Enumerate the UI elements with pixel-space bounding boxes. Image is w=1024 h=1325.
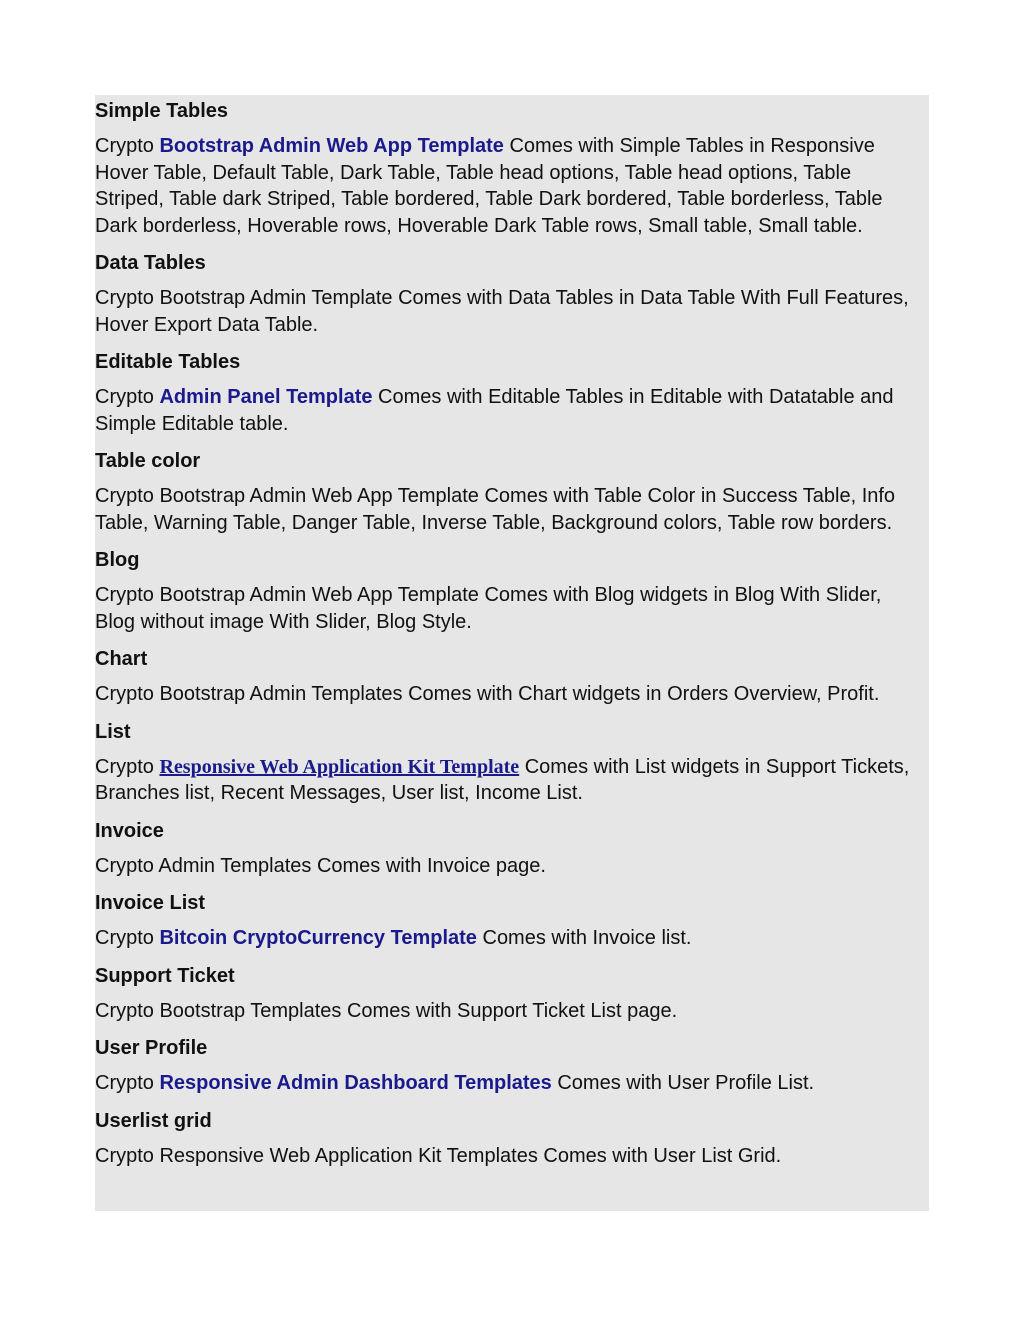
section-paragraph [95, 382, 925, 445]
paragraph-text: Comes with User Profile List. [551, 1072, 815, 1094]
paragraph-text: Comes with List widgets in Support Tickets, Branches list, Recent Messages, User list, Income List. [95, 755, 910, 804]
section-paragraph: Crypto Bootstrap Admin Template Comes with Data Tables in Data Table With Full Features, Hover Export Data Table. [95, 287, 909, 336]
section-heading: Simple Tables [95, 100, 229, 122]
section-support-ticket [95, 960, 925, 1033]
section-paragraph: Crypto Bootstrap Admin Web App Template Comes with Blog widgets in Blog With Slider, Blog without image With Slider, Blog Style. [95, 584, 882, 633]
section-paragraph: Crypto Bootstrap Admin Templates Comes with Chart widgets in Orders Overview, Profit. [95, 683, 880, 705]
section-paragraph: Crypto Bootstrap Templates Comes with Support Ticket List page. [95, 999, 678, 1022]
section-paragraph: Crypto Admin Templates Comes with Invoice page. [95, 854, 546, 877]
section-table-color [95, 445, 925, 544]
paragraph-text: Crypto [95, 927, 160, 949]
bitcoin-cryptocurrency-template-link[interactable]: Bitcoin CryptoCurrency Template [159, 927, 477, 949]
section-paragraph: Crypto Bootstrap Admin Web App Template Comes with Table Color in Success Table, Info Table, Warning Table, Danger Table, Inverse Table, Background colors, Table row borders. [95, 485, 896, 534]
section-chart [95, 643, 925, 716]
section-userlist-grid [95, 1105, 925, 1178]
section-paragraph [95, 752, 925, 815]
paragraph-text: Comes with Simple Tables in Responsive Hover Table, Default Table, Dark Table, Table head options, Table head options, Table Striped, Table dark Striped, Table bordered, Table Dark bordered, Table borderless, Table Dark borderless, Hoverable rows, Hoverable Dark Table rows, Small table, Small table. [95, 135, 883, 237]
section-heading: Invoice [95, 819, 164, 842]
section-paragraph: Crypto Responsive Web Application Kit Templates Comes with User List Grid. [95, 1144, 782, 1167]
section-user-profile [95, 1032, 925, 1105]
section-heading: Table color [95, 450, 201, 472]
responsive-admin-dashboard-templates-link[interactable]: Responsive Admin Dashboard Templates [159, 1072, 552, 1094]
bootstrap-admin-web-app-template-link[interactable]: Bootstrap Admin Web App Template [159, 135, 504, 157]
responsive-web-application-kit-template-link[interactable]: Responsive Web Application Kit Template [159, 755, 520, 778]
section-heading: Data Tables [95, 252, 206, 274]
section-heading: Support Ticket [95, 964, 235, 987]
section-heading: User Profile [95, 1037, 208, 1059]
section-heading: Invoice List [95, 892, 206, 914]
section-heading: Userlist grid [95, 1109, 212, 1132]
section-editable-tables [95, 346, 925, 445]
paragraph-text: Comes with Invoice list. [476, 927, 692, 949]
section-paragraph [95, 131, 925, 247]
section-heading: Editable Tables [95, 351, 241, 373]
paragraph-text: Comes with Editable Tables in Editable with Datatable and Simple Editable table. [95, 386, 894, 435]
paragraph-text: Crypto [95, 386, 160, 408]
document-body [95, 95, 925, 1177]
section-heading: Blog [95, 549, 140, 571]
paragraph-text: Crypto [95, 1072, 160, 1094]
section-heading: List [95, 720, 131, 743]
section-paragraph [95, 923, 925, 960]
section-simple-tables [95, 95, 925, 247]
section-list [95, 716, 925, 815]
admin-panel-template-link[interactable]: Admin Panel Template [159, 386, 373, 408]
section-blog [95, 544, 925, 643]
section-invoice [95, 815, 925, 888]
paragraph-text: Crypto [95, 755, 160, 778]
paragraph-text: Crypto [95, 135, 160, 157]
section-paragraph [95, 1068, 925, 1105]
section-heading: Chart [95, 648, 148, 670]
section-invoice-list [95, 887, 925, 960]
section-data-tables [95, 247, 925, 346]
